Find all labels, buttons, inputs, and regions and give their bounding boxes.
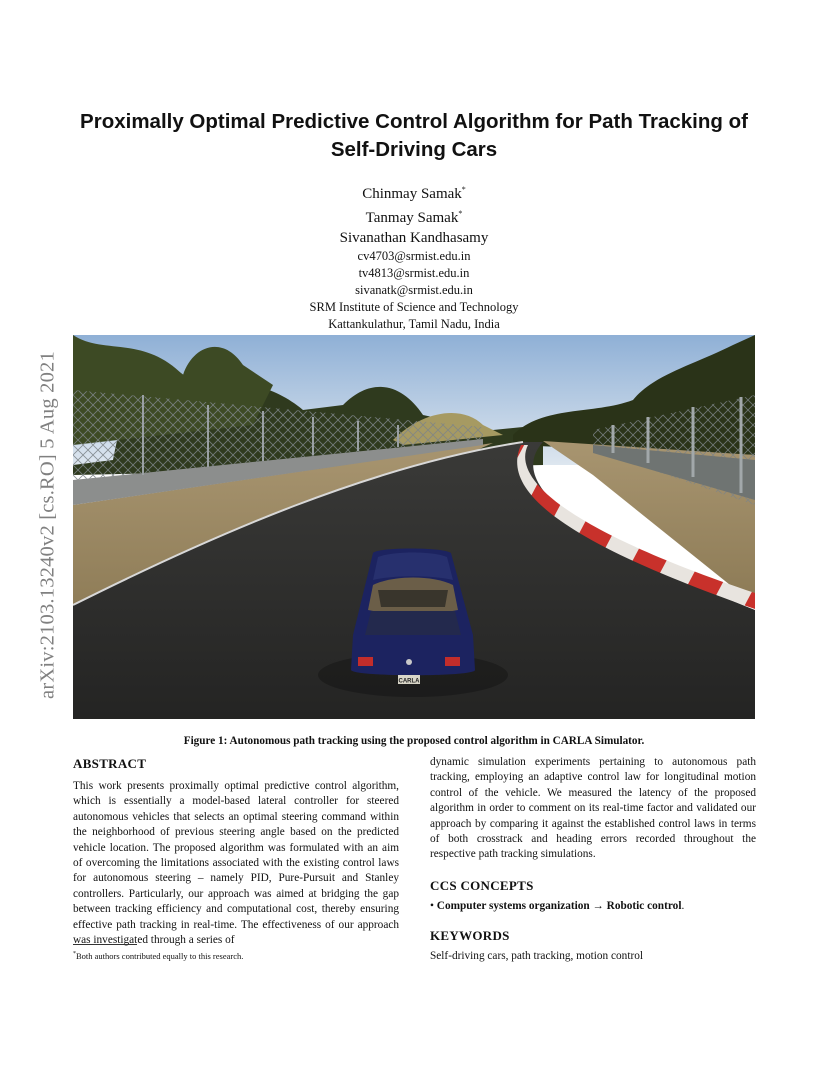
footnote: *Both authors contributed equally to this research.: [73, 950, 244, 961]
author-1: Chinmay Samak*: [362, 185, 466, 202]
arxiv-stamp: [18, 290, 78, 760]
ccs-concept-item: • Computer systems organization → Robotic control.: [430, 899, 685, 912]
abstract-text-left: This work presents proximally optimal predictive control algorithm, which is essentially a model-based lateral controller for steered autonomous vehicles that selects an optimal steering command within the neighborhood of previous steering angle based on the predicted vehicle location. The proposed algorithm was formulated with an aim of overcoming the limitations associated with the existing control laws for autonomous steering – namely PID, Pure-Pursuit and Stanley controllers. Particularly, our approach was aimed at bridging the gap between tracking efficiency and computational cost, thereby ensuring effective path tracking in real-time. The effectiveness of our approach was investigated through a series of: [73, 780, 399, 947]
paper-title: Proximally Optimal Predictive Control Algorithm for Path Tracking of Self-Driving Cars: [80, 110, 748, 161]
license-plate-text: CARLA: [398, 678, 420, 685]
author-email-3: sivanatk@srmist.edu.in: [355, 283, 473, 297]
author-email-1: cv4703@srmist.edu.in: [357, 249, 471, 263]
left-column: [73, 755, 399, 948]
abstract-text-right: dynamic simulation experiments pertaining to autonomous path tracking, employing an adaptive control law for longitudinal motion control of the vehicle. We measured the latency of the proposed algorithm in order to comment on its real-time factor and validated our approach by comparing it against the established control laws in terms of both crosstrack and heading errors recorded throughout the respective path tracking simulations.: [430, 756, 756, 861]
author-email-2: tv4813@srmist.edu.in: [358, 266, 470, 280]
keywords-text: Self-driving cars, path tracking, motion control: [430, 949, 644, 962]
figure-caption: Figure 1: Autonomous path tracking using the proposed control algorithm in CARLA Simulator.: [183, 735, 645, 747]
affiliation: SRM Institute of Science and Technology: [309, 300, 519, 314]
arxiv-stamp-text: arXiv:2103.13240v2 [cs.RO] 5 Aug 2021: [36, 351, 59, 699]
footnote-rule: [73, 944, 137, 945]
author-block: [0, 180, 828, 333]
author-2: Tanmay Samak*: [365, 209, 463, 226]
abstract-heading: ABSTRACT: [73, 756, 147, 771]
ccs-heading: CCS CONCEPTS: [430, 877, 534, 893]
figure-1-image: [73, 335, 755, 719]
author-3: Sivanathan Kandhasamy: [339, 230, 489, 246]
affiliation-location: Kattankulathur, Tamil Nadu, India: [328, 317, 500, 331]
right-column: [430, 755, 756, 964]
keywords-heading: KEYWORDS: [430, 927, 510, 943]
